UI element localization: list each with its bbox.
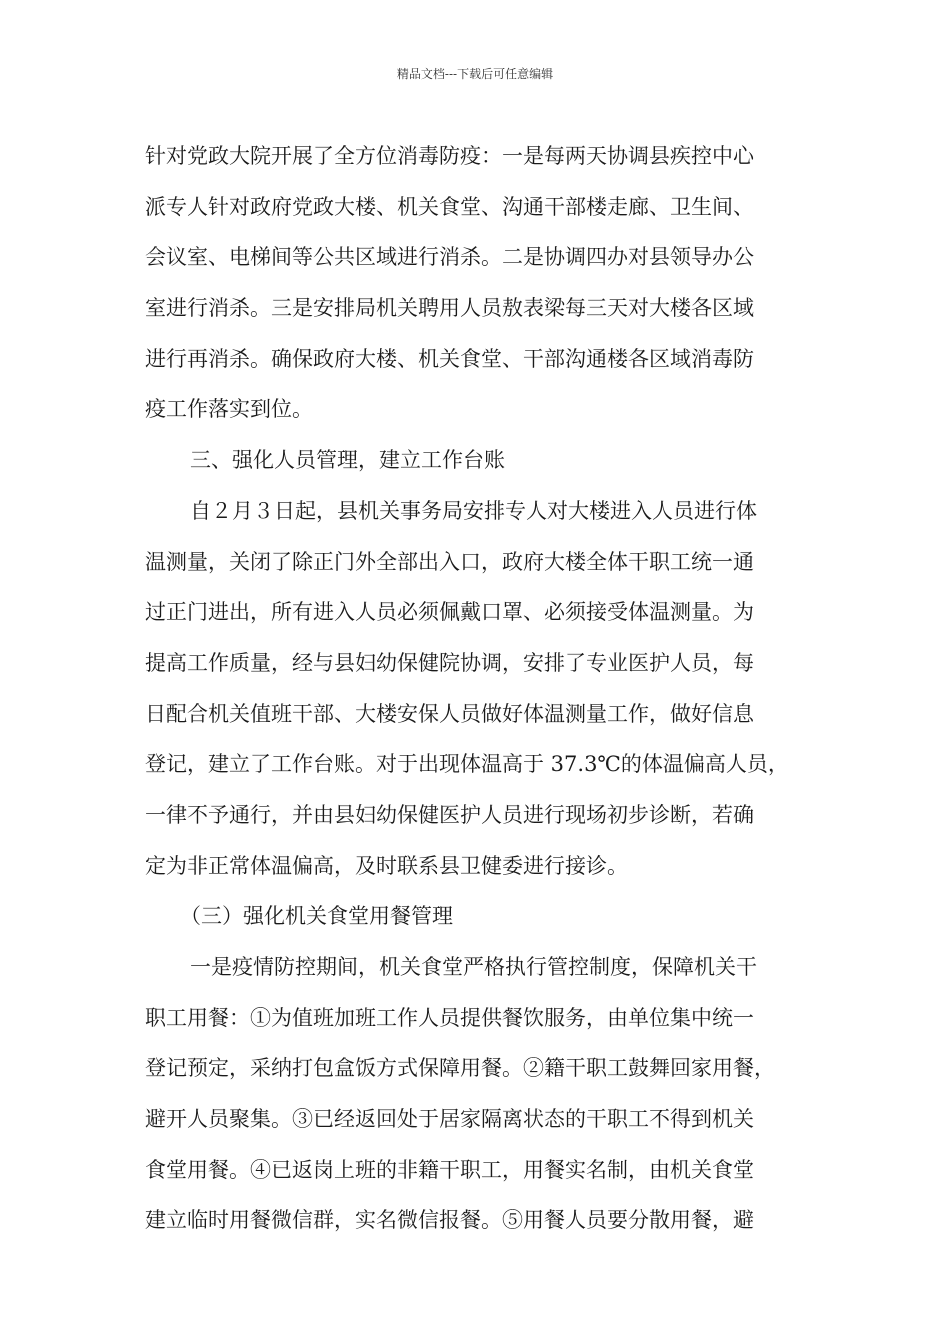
text-line: 派专人针对政府党政大楼、机关食堂、沟通干部楼走廊、卫生间、 bbox=[145, 194, 754, 219]
text-line: 温测量，关闭了除正门外全部出入口，政府大楼全体干职工统一通 bbox=[145, 549, 754, 574]
text-line: 自２月３日起，县机关事务局安排专人对大楼进入人员进行体 bbox=[190, 498, 757, 523]
text-line: 建立临时用餐微信群，实名微信报餐。⑤用餐人员要分散用餐，避 bbox=[145, 1208, 754, 1233]
section-heading: （三）强化机关食堂用餐管理 bbox=[180, 904, 453, 929]
text-line: 会议室、电梯间等公共区域进行消杀。二是协调四办对县领导办公 bbox=[145, 245, 754, 270]
text-line: 职工用餐：①为值班加班工作人员提供餐饮服务，由单位集中统一 bbox=[145, 1005, 754, 1030]
document-body bbox=[145, 131, 815, 1246]
text-line: 登记预定，采纳打包盒饭方式保障用餐。②籍干职工鼓舞回家用餐， bbox=[145, 1056, 775, 1081]
text-line: 针对党政大院开展了全方位消毒防疫：一是每两天协调县疾控中心 bbox=[145, 144, 754, 168]
text-line: 一是疫情防控期间，机关食堂严格执行管控制度，保障机关干 bbox=[190, 955, 757, 979]
text-line: 进行再消杀。确保政府大楼、机关食堂、干部沟通楼各区域消毒防 bbox=[145, 346, 754, 371]
text-line: 食堂用餐。④已返岗上班的非籍干职工，用餐实名制，由机关食堂 bbox=[145, 1157, 754, 1182]
text-line: 疫工作落实到位。 bbox=[145, 397, 313, 422]
text-line: 避开人员聚集。③已经返回处于居家隔离状态的干职工不得到机关 bbox=[145, 1107, 754, 1132]
text-line: 定为非正常体温偏高，及时联系县卫健委进行接诊。 bbox=[145, 853, 628, 878]
text-line: 日配合机关值班干部、大楼安保人员做好体温测量工作，做好信息 bbox=[145, 701, 754, 726]
text-line: 登记，建立了工作台账。对于出现体温高于 37.3℃的体温偏高人员， bbox=[145, 752, 789, 777]
page-header: 精品文档---下载后可任意编辑 bbox=[396, 67, 554, 81]
text-line: 提高工作质量，经与县妇幼保健院协调，安排了专业医护人员，每 bbox=[145, 650, 754, 675]
text-line: 室进行消杀。三是安排局机关聘用人员敖表梁每三天对大楼各区域 bbox=[145, 296, 754, 321]
section-heading: 三、强化人员管理，建立工作台账 bbox=[190, 448, 505, 473]
text-line: 一律不予通行，并由县妇幼保健医护人员进行现场初步诊断，若确 bbox=[145, 802, 754, 827]
text-line: 过正门进出，所有进入人员必须佩戴口罩、必须接受体温测量。为 bbox=[145, 600, 754, 625]
